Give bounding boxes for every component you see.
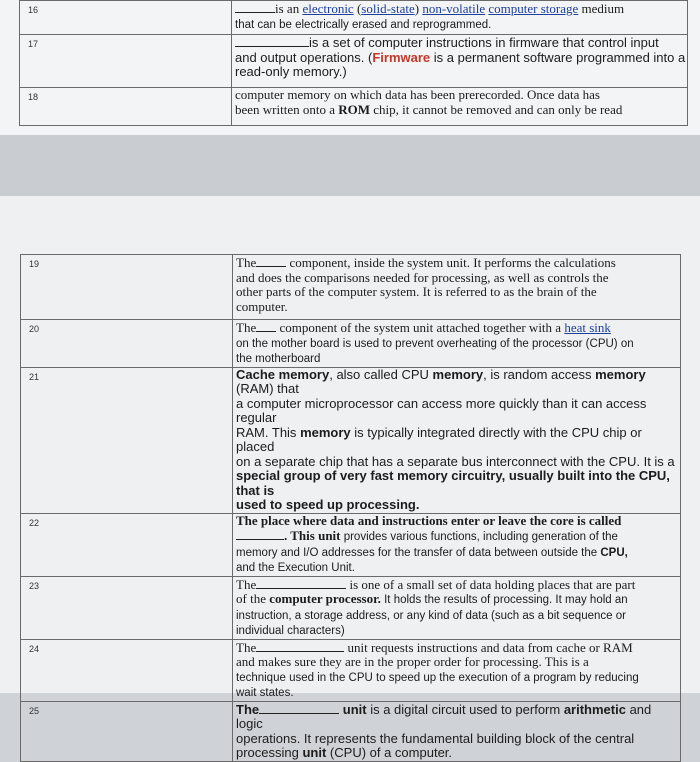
page-gap [0, 135, 700, 196]
row-text: is a set of computer instructions in firmware that control input and output operations. (Firmware is a permanent software programmed into a read-only memory.) [232, 35, 688, 88]
row-number: 18 [20, 88, 232, 126]
non-volatile-link[interactable]: non-volatile [422, 1, 486, 16]
row-text: The component of the system unit attached together with a heat sink on the mother board is used to prevent overheating of the processor (CPU) on the motherboard [233, 320, 681, 368]
table-row [21, 513, 681, 576]
bottom-worksheet [0, 196, 700, 760]
electronic-link[interactable]: electronic [302, 1, 354, 16]
top-table [19, 0, 688, 126]
row-text: Cache memory, also called CPU memory, is random access memory (RAM) that a computer microprocessor can access more quickly than it can access regular RAM. This memory is typically integrated directly with the CPU chip or placed on a separate chip that has a separate bus interconnect with the CPU. It is a special group of very fast memory circuitry, usually built into the CPU, that is used to speed up processing. [233, 367, 681, 513]
solid-state-link[interactable]: solid-state [361, 1, 415, 16]
row-number: 25 [21, 701, 233, 761]
answer-blank[interactable] [235, 35, 309, 47]
table-row [21, 576, 681, 639]
table-row [20, 35, 688, 88]
table-row [21, 367, 681, 513]
row-text: The unit requests instructions and data from cache or RAM and makes sure they are in the proper order for processing. This is a technique used in the CPU to speed up the execution of a program by reducing wait states. [233, 639, 681, 701]
row-number: 22 [21, 513, 233, 576]
row-text: The is one of a small set of data holding places that are part of the computer processor. It holds the results of processing. It may hold an instruction, a storage address, or any kind of data (such as a bit sequence or individual characters) [233, 576, 681, 639]
row-text: computer memory on which data has been prerecorded. Once data has been written onto a ROM chip, it cannot be removed and can only be read [232, 88, 688, 126]
row-text: The component, inside the system unit. It performs the calculations and does the comparisons needed for processing, as well as controls the other parts of the computer system. It is referred to as the brain of the computer. [233, 255, 681, 320]
table-row [21, 701, 681, 761]
heat-sink-link[interactable]: heat sink [564, 320, 611, 335]
table-row [20, 1, 688, 35]
table-row [20, 88, 688, 126]
table-row [21, 639, 681, 701]
row-number: 20 [21, 320, 233, 368]
row-text: The place where data and instructions enter or leave the core is called . This unit provides various functions, including generation of the memory and I/O addresses for the transfer of data between outside the CPU, and the Execution Unit. [233, 513, 681, 576]
table-row [21, 320, 681, 368]
answer-blank[interactable] [259, 702, 339, 714]
answer-blank[interactable] [256, 255, 286, 267]
answer-blank[interactable] [236, 528, 284, 540]
answer-blank[interactable] [256, 640, 344, 652]
answer-blank[interactable] [256, 320, 276, 332]
row-number: 23 [21, 576, 233, 639]
row-number: 17 [20, 35, 232, 88]
row-number: 21 [21, 367, 233, 513]
top-worksheet [0, 0, 700, 135]
answer-blank[interactable] [256, 577, 346, 589]
row-text: The unit is a digital circuit used to perform arithmetic and logic operations. It represents the fundamental building block of the central processing unit (CPU) of a computer. [233, 701, 681, 761]
row-number: 19 [21, 255, 233, 320]
computer-storage-link[interactable]: computer storage [488, 1, 579, 16]
bottom-table [20, 254, 681, 762]
table-row [21, 255, 681, 320]
row-number: 16 [20, 1, 232, 35]
row-text: is an electronic (solid-state) non-volatile computer storage medium that can be electrically erased and reprogrammed. [232, 1, 688, 35]
row-number: 24 [21, 639, 233, 701]
answer-blank[interactable] [235, 1, 275, 13]
